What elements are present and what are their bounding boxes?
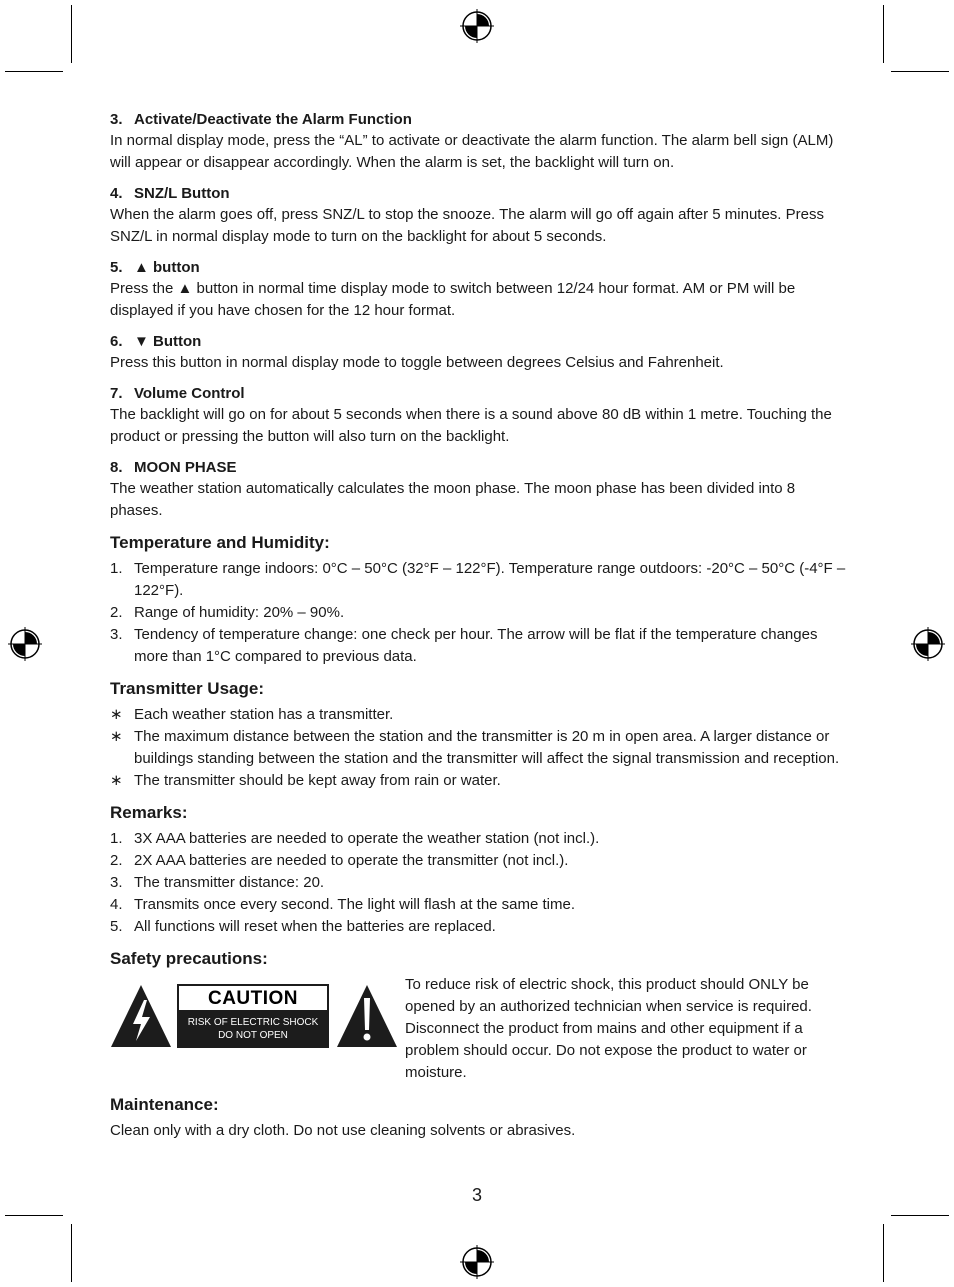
bullet-icon: ∗ (110, 706, 123, 723)
section-text: When the alarm goes off, press SNZ/L to stop the snooze. The alarm will go off again after 5 minutes. Press SNZ/L in normal display mode to turn on the backlight for about 5 seconds. (110, 206, 824, 245)
section-text: The backlight will go on for about 5 seconds when there is a sound above 80 dB within 1 metre. Touching the product or pressing the button will also turn on the backlight. (110, 406, 832, 445)
list-item: ∗ The maximum distance between the station and the transmitter is 20 m in open area. A larger distance or buildings standing between the station and the transmitter will affect the signal transmission and reception. (110, 726, 850, 770)
section-text: Press the ▲ button in normal time display mode to switch between 12/24 hour format. AM or PM will be displayed if you have chosen for the 12 hour format. (110, 280, 796, 319)
section-text: The weather station automatically calculates the moon phase. The moon phase has been divided into 8 phases. (110, 480, 796, 519)
list-item: ∗ Each weather station has a transmitter. (110, 704, 850, 726)
safety-heading: Safety precautions: (110, 949, 268, 968)
section-heading: 7. Volume Control (110, 385, 245, 402)
crop-mark (891, 1215, 949, 1216)
maintenance-heading: Maintenance: (110, 1095, 219, 1114)
list-item: ∗ The transmitter should be kept away from rain or water. (110, 770, 850, 792)
lightning-warning-icon (110, 984, 172, 1048)
section-heading: 6. ▼ Button (110, 333, 202, 350)
list-item: 1. Temperature range indoors: 0°C – 50°C (32°F – 122°F). Temperature range outdoors: -20°C – 50°C (-4°F – 122°F). (110, 560, 846, 599)
registration-mark-icon (460, 9, 494, 43)
transmitter-heading: Transmitter Usage: (110, 679, 264, 698)
crop-mark (71, 1224, 72, 1282)
bullet-icon: ∗ (110, 728, 123, 745)
remarks-heading: Remarks: (110, 803, 188, 822)
list-item: 3. The transmitter distance: 20. (110, 874, 325, 891)
caution-label: CAUTION RISK OF ELECTRIC SHOCK DO NOT OPEN (177, 984, 329, 1048)
list-item: 4. Transmits once every second. The light will flash at the same time. (110, 896, 576, 913)
crop-mark (71, 5, 72, 63)
registration-mark-icon (8, 627, 42, 661)
page-number: 3 (471, 1185, 482, 1205)
list-item: 3. Tendency of temperature change: one check per hour. The arrow will be flat if the temperature changes more than 1°C compared to previous data. (110, 626, 818, 665)
maintenance-text: Clean only with a dry cloth. Do not use cleaning solvents or abrasives. (110, 1122, 576, 1139)
safety-block (110, 974, 850, 1084)
list-item: 1. 3X AAA batteries are needed to operate the weather station (not incl.). (110, 830, 600, 847)
crop-mark (891, 71, 949, 72)
section-heading: 5. ▲ button (110, 259, 200, 276)
list-item: 2. Range of humidity: 20% – 90%. (110, 604, 345, 621)
exclamation-warning-icon (336, 984, 398, 1048)
bullet-icon: ∗ (110, 772, 123, 789)
safety-text: To reduce risk of electric shock, this product should ONLY be opened by an authorized technician when service is required. Disconnect the product from mains and other equipment if a problem should occur. Do not expose the product to water or moisture. (405, 976, 812, 1081)
page-content (110, 110, 850, 1142)
temperature-heading: Temperature and Humidity: (110, 533, 330, 552)
list-item: 5. All functions will reset when the batteries are replaced. (110, 918, 496, 935)
registration-mark-icon (911, 627, 945, 661)
section-heading: 8. MOON PHASE (110, 459, 237, 476)
crop-mark (5, 1215, 63, 1216)
crop-mark (5, 71, 63, 72)
crop-mark (883, 5, 884, 63)
crop-mark (883, 1224, 884, 1282)
section-text: In normal display mode, press the “AL” to activate or deactivate the alarm function. The alarm bell sign (ALM) will appear or disappear accordingly. When the alarm is set, the backlight will turn on. (110, 132, 834, 171)
registration-mark-icon (460, 1245, 494, 1279)
section-heading: 4. SNZ/L Button (110, 185, 230, 202)
section-text: Press this button in normal display mode to toggle between degrees Celsius and Fahrenheit. (110, 354, 724, 371)
section-heading: 3. Activate/Deactivate the Alarm Function (110, 111, 412, 128)
list-item: 2. 2X AAA batteries are needed to operate the transmitter (not incl.). (110, 852, 569, 869)
